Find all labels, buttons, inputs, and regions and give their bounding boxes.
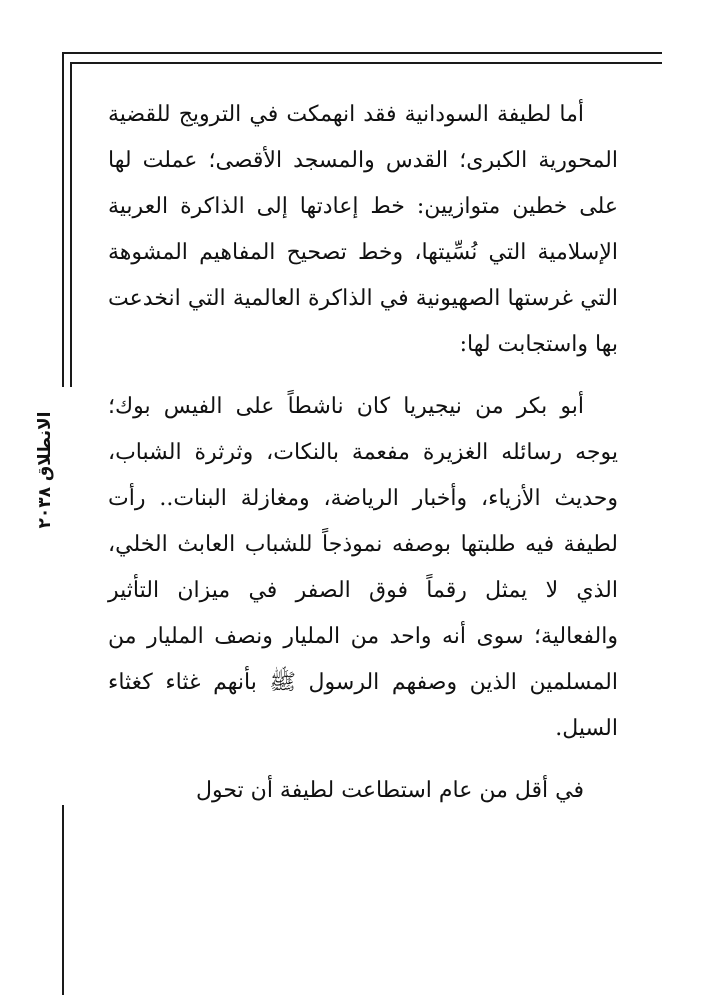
frame-outer-top-line bbox=[62, 52, 662, 54]
page-body bbox=[108, 92, 618, 814]
running-title-text: الانطلاق ٢٠٣٨ bbox=[35, 411, 55, 529]
paragraph-1: أما لطيفة السودانية فقد انهمكت في الترويج للقضية المحورية الكبرى؛ القدس والمسجد الأقصى؛ عملت لها على خطين متوازيين: خط إعادتها إلى الذاكرة العربية الإسلامية التي نُسِّيتها، وخط تصحيح المفاهيم المشوهة التي غرستها الصهيونية في الذاكرة العالمية التي انخدعت بها واستجابت لها: bbox=[108, 102, 618, 357]
frame-outer-left-line bbox=[62, 52, 64, 387]
frame-inner-left-line bbox=[70, 62, 72, 387]
frame-bottom-left-line bbox=[62, 805, 64, 995]
paragraph-3: في أقل من عام استطاعت لطيفة أن تحول bbox=[196, 778, 584, 803]
frame-inner-top-line bbox=[70, 62, 662, 64]
running-title bbox=[20, 385, 70, 555]
paragraph-2: أبو بكر من نيجيريا كان ناشطاً على الفيس بوك؛ يوجه رسائله الغزيرة مفعمة بالنكات، وثرثرة الشباب، وحديث الأزياء، وأخبار الرياضة، ومغازلة البنات.. رأت لطيفة فيه طلبتها بوصفه نموذجاً للشباب العابث الخلي، الذي لا يمثل رقماً فوق الصفر في ميزان التأثير والفعالية؛ سوى أنه واحد من المليار ونصف المليار من المسلمين الذين وصفهم الرسول ﷺ بأنهم غثاء كغثاء السيل. bbox=[108, 394, 618, 741]
